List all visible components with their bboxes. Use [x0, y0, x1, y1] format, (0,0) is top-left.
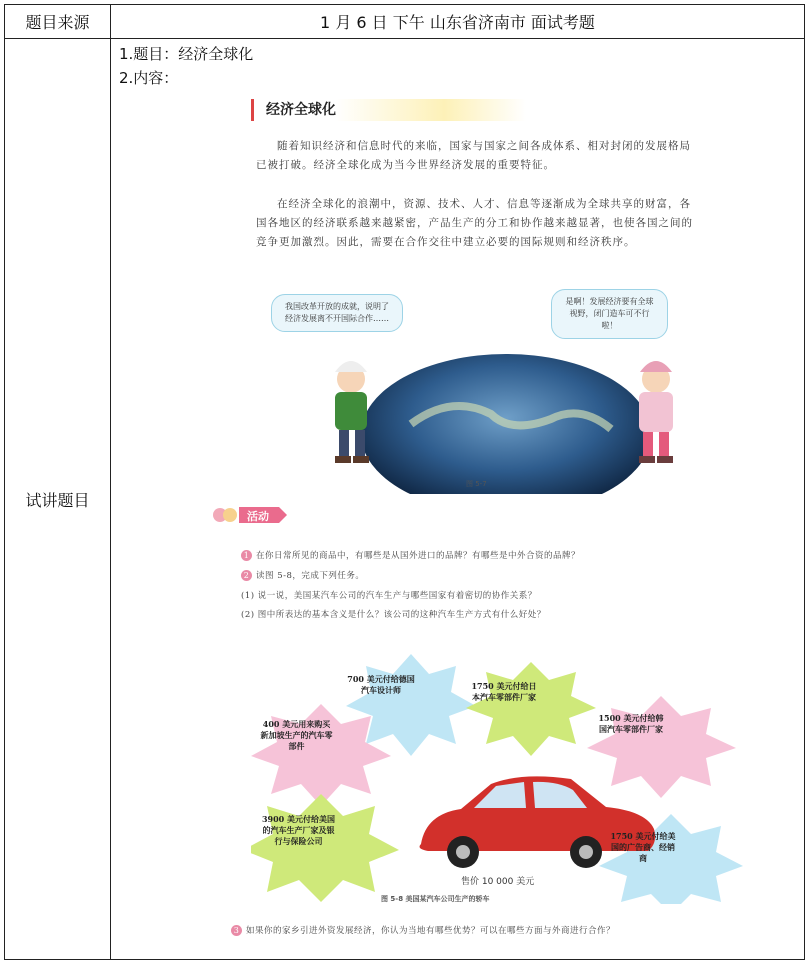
source-label-cell	[5, 5, 111, 39]
header-row	[5, 5, 805, 39]
car-price: 售价 10 000 美元	[461, 877, 535, 887]
exam-table	[4, 4, 805, 960]
paragraph-2: 在经济全球化的浪潮中，资源、技术、人才、信息等逐渐成为全球共享的财富，各国各地区的经济联系越来越紧密，产品生产的分工和协作越来越显著，也使各国之间的竞争更加激烈。因此，需要在合作交往中建立必要的国际规则和经济秩序。	[256, 198, 693, 248]
star-label-usa-dealers: 1750 美元付给美国的广告商、经销商	[610, 831, 676, 863]
star-label-japan: 1750 美元付给日本汽车零部件厂家	[471, 681, 537, 702]
topic-label-cell	[5, 39, 111, 960]
question-2a: (1) 说一说，美国某汽车公司的汽车生产与哪些国家有着密切的协作关系？	[241, 591, 537, 601]
question-3-text: 如果你的家乡引进外资发展经济，你认为当地有哪些优势？可以在哪些方面与外商进行合作？	[246, 926, 616, 936]
source-label: 题目来源	[25, 13, 90, 32]
activity-header	[211, 504, 291, 526]
figure-5-8-caption: 图 5-8 美国某汽车公司生产的轿车	[381, 895, 490, 903]
activity-label: 活动	[247, 510, 269, 523]
question-number-1: 1	[241, 550, 252, 561]
figure-5-7-caption: 图 5-7	[466, 480, 487, 488]
star-green-top	[466, 662, 596, 756]
question-1-text: 在你日常所见的商品中，有哪些是从国外进口的品牌？有哪些是中外合资的品牌？	[256, 551, 581, 561]
child-right	[639, 361, 673, 463]
question-number-3: 3	[231, 925, 242, 936]
topic-line: 1.题目：经济全球化	[119, 45, 254, 63]
question-2-text: 读图 5-8，完成下列任务。	[256, 571, 365, 581]
question-2	[241, 569, 741, 581]
speech-bubble-right: 是啊！发展经济要有全球视野，闭门造车可不行啦！	[551, 289, 668, 339]
source-value: 1 月 6 日 下午 山东省济南市 面试考题	[320, 13, 595, 32]
source-value-cell	[111, 5, 805, 39]
topic-content-cell	[111, 39, 805, 960]
section-title: 经济全球化	[251, 99, 526, 121]
topic-label: 试讲题目	[25, 490, 90, 510]
speech-bubble-left: 我国改革开放的成就，说明了经济发展离不开国际合作……	[271, 294, 403, 332]
paragraph-1: 随着知识经济和信息时代的来临，国家与国家之间各成体系、相对封闭的发展格局已被打破。经济全球化成为当今世界经济发展的重要特征。	[256, 140, 691, 171]
star-label-germany: 700 美元付给德国汽车设计师	[347, 674, 415, 695]
textbook-page	[211, 89, 801, 954]
star-label-korea: 1500 美元付给韩国汽车零部件厂家	[598, 713, 664, 734]
star-green-left	[251, 794, 399, 902]
star-pink-right	[587, 696, 736, 798]
question-1	[241, 549, 741, 561]
child-left	[335, 361, 369, 463]
star-label-usa-maker: 3900 美元付给美国的汽车生产厂家及银行与保险公司	[261, 814, 336, 846]
question-3	[231, 924, 701, 939]
content-row	[5, 39, 805, 960]
star-blue-top	[346, 654, 476, 756]
question-number-2: 2	[241, 570, 252, 581]
question-2b: (2) 图中所表达的基本含义是什么？该公司的这种汽车生产方式有什么好处？	[241, 610, 546, 620]
content-line: 2.内容：	[119, 69, 179, 87]
star-label-singapore: 400 美元用来购买新加坡生产的汽车零部件	[260, 719, 333, 751]
